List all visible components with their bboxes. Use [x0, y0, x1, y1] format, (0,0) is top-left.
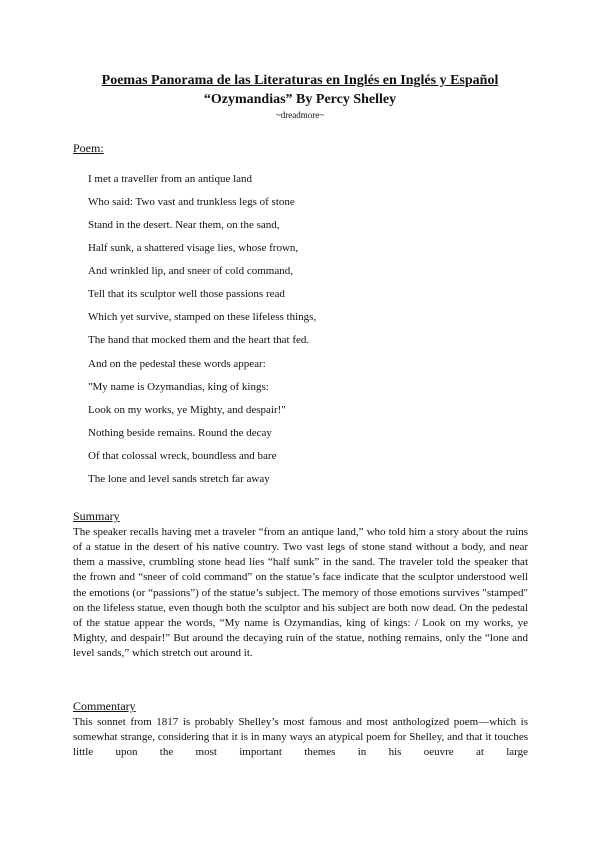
poem-line: The lone and level sands stretch far away	[88, 472, 270, 485]
poem-line: I met a traveller from an antique land	[88, 173, 253, 185]
poem-line: And on the pedestal these words appear:	[88, 357, 266, 370]
poem-title-author: “Ozymandias” By Percy Shelley	[203, 92, 397, 107]
author-tag: ~dreadmore~	[275, 110, 325, 120]
poem-line: Which yet survive, stamped on these lifeless things,	[88, 311, 317, 324]
poem-line: Of that colossal wreck, boundless and bare	[88, 449, 277, 462]
document-title: Poemas Panorama de las Literaturas en Inglés en Inglés y Español	[101, 73, 499, 88]
poem-lines	[88, 172, 316, 495]
poem-line: "My name is Ozymandias, king of kings:	[88, 380, 269, 393]
poem-line: Look on my works, ye Mighty, and despair!"	[88, 403, 286, 416]
poem-line: And wrinkled lip, and sneer of cold command,	[88, 265, 293, 278]
document-header	[0, 72, 600, 121]
summary-heading: Summary	[73, 509, 120, 523]
poem-line: Half sunk, a shattered visage lies, whose frown,	[88, 242, 299, 255]
poem-line: Tell that its sculptor well those passions read	[88, 288, 285, 301]
commentary-heading: Commentary	[73, 699, 136, 713]
poem-line: Stand in the desert. Near them, on the sand,	[88, 219, 280, 232]
poem-line: Nothing beside remains. Round the decay	[88, 426, 272, 439]
poem-heading: Poem:	[73, 141, 104, 155]
poem-line: Who said: Two vast and trunkless legs of stone	[88, 196, 295, 209]
poem-line: The hand that mocked them and the heart that fed.	[88, 334, 310, 347]
summary-paragraph: The speaker recalls having met a traveler “from an antique land,” who told him a story about the ruins of a statue in the desert of his native country. Two vast legs of stone stand without a body, and near them a massive, crumbling stone head lies “half sunk” in the sand. The traveler told the speaker that the frown and “sneer of cold command” on the statue’s face indicate that the sculptor understood well the emotions (or “passions”) of the statue’s subject. The memory of those emotions survives "stamped" on the lifeless statue, even though both the sculptor and his subject are both now dead. On the pedestal of the statue appear the words, “My name is Ozymandias, king of kings: / Look on my works, ye Mighty, and despair!” But around the decaying ruin of the statue, nothing remains, only the “lone and level sands,” which stretch out around it.	[73, 526, 528, 660]
commentary-paragraph: This sonnet from 1817 is probably Shelley’s most famous and most anthologized poem—which is somewhat strange, considering that it is in many ways an atypical poem for Shelley, and that it touches little upon the most important themes in his oeuvre at large	[73, 716, 528, 759]
